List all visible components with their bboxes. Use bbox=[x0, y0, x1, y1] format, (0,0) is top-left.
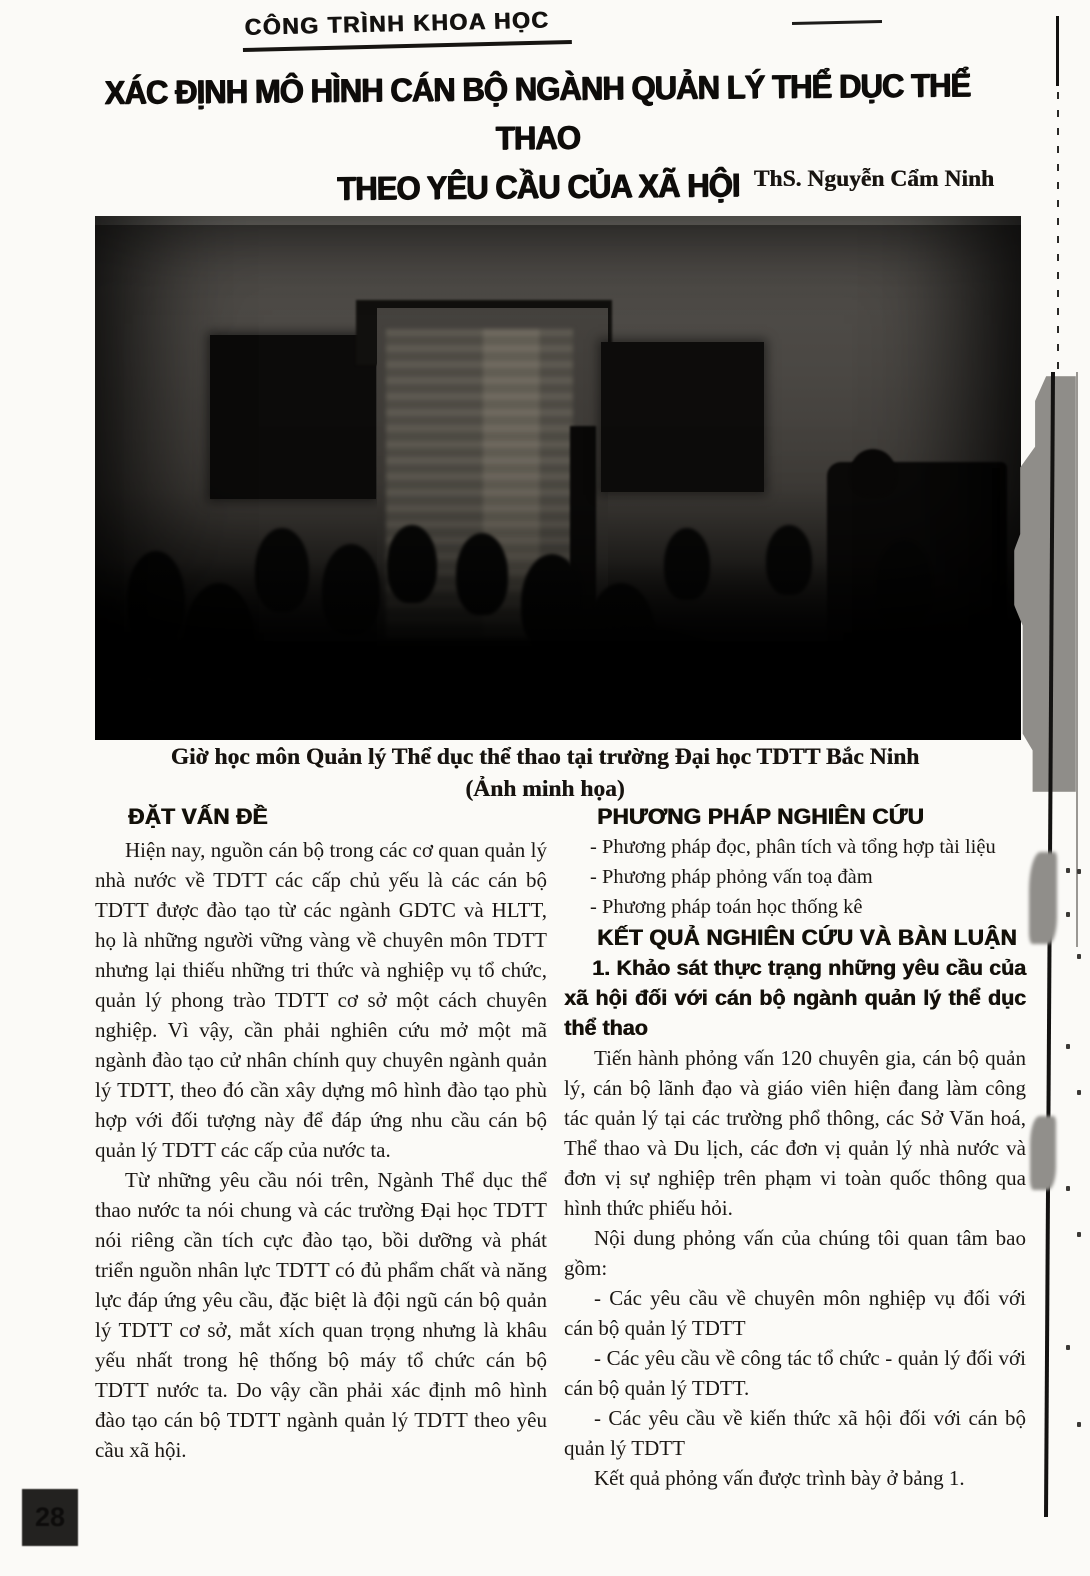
article-title-line1: XÁC ĐỊNH MÔ HÌNH CÁN BỘ NGÀNH QUẢN LÝ THỂ DỤC THỂ THAO bbox=[104, 66, 970, 157]
scan-artifact-dot bbox=[1077, 1090, 1081, 1095]
list-item: - Các yêu cầu về kiến thức xã hội đối với cán bộ quản lý TDTT bbox=[564, 1406, 1026, 1460]
scan-artifact-dot bbox=[1077, 869, 1081, 874]
page-number-box bbox=[22, 1489, 78, 1546]
scan-artifact-blob bbox=[1029, 852, 1057, 944]
classroom-photo bbox=[95, 216, 1021, 740]
left-column bbox=[95, 801, 547, 1465]
right-column bbox=[564, 801, 1026, 1493]
scan-artifact-dot bbox=[1066, 868, 1070, 873]
article-author: ThS. Nguyễn Cẩm Ninh bbox=[753, 166, 994, 192]
list-item: - Các yêu cầu về công tác tổ chức - quản lý đối với cán bộ quản lý TDTT. bbox=[564, 1346, 1026, 1400]
section-label: CÔNG TRÌNH KHOA HỌC bbox=[242, 6, 572, 52]
header-rule bbox=[792, 20, 882, 25]
scan-artifact-edge-line bbox=[1056, 16, 1059, 86]
scan-artifact-edge-line bbox=[1057, 92, 1059, 372]
page-number: 28 bbox=[34, 1502, 66, 1532]
heading-dat-van-de: ĐẶT VẤN ĐỀ bbox=[128, 804, 268, 829]
list-item: - Các yêu cầu về chuyên môn nghiệp vụ đối với cán bộ quản lý TDTT bbox=[564, 1286, 1026, 1340]
figure-caption-line2: (Ảnh minh họa) bbox=[465, 776, 625, 802]
scan-artifact-grey-strip bbox=[1014, 376, 1076, 792]
scan-artifact-edge-line bbox=[1076, 372, 1078, 947]
paragraph: Nội dung phỏng vấn của chúng tôi quan tâm bao gồm: bbox=[564, 1226, 1026, 1280]
paragraph: Kết quả phỏng vấn được trình bày ở bảng 1. bbox=[594, 1466, 965, 1490]
scan-artifact-dot bbox=[1066, 912, 1070, 917]
scan-artifact-dot bbox=[1077, 954, 1081, 959]
paragraph: Tiến hành phỏng vấn 120 chuyên gia, cán bộ quản lý, cán bộ lãnh đạo và giáo viên hiện đang làm công tác quản lý tại các trường phổ thông, các Sở Văn hoá, Thể thao và Du lịch, các đơn vị quản lý nhà nước và đơn vị sự nghiệp trên phạm vi toàn quốc thông qua hình thức phiếu hỏi. bbox=[564, 1046, 1026, 1220]
photo-vignette bbox=[95, 216, 1021, 740]
method-item: - Phương pháp đọc, phân tích và tổng hợp tài liệu bbox=[590, 836, 996, 858]
article-title-line2: THEO YÊU CẦU CỦA XÃ HỘI bbox=[336, 166, 740, 207]
scan-artifact-dot bbox=[1066, 1345, 1070, 1350]
scan-artifact-dot bbox=[1077, 1422, 1081, 1427]
scan-artifact-dot bbox=[1077, 1232, 1081, 1237]
heading-ket-qua-nghien-cuu: KẾT QUẢ NGHIÊN CỨU VÀ BÀN LUẬN bbox=[597, 925, 1017, 950]
paragraph: Hiện nay, nguồn cán bộ trong các cơ quan quản lý nhà nước về TDTT các cấp chủ yếu là các cán bộ TDTT được đào tạo từ các ngành GDTC và HLTT, họ là những người vững vàng về chuyên môn TDTT nhưng lại thiếu những tri thức và nghiệp vụ tổ chức, quản lý phong trào TDTT cơ sở một cách chuyên nghiệp. Vì vậy, cần phải nghiên cứu mở một mã ngành đào tạo cử nhân chính quy chuyên ngành quản lý TDTT, theo đó cần xây dựng mô hình đào tạo phù hợp với đối tượng này để đáp ứng nhu cầu cán bộ quản lý TDTT các cấp của nước ta. bbox=[95, 838, 547, 1162]
paragraph: Từ những yêu cầu nói trên, Ngành Thể dục thể thao nước ta nói chung và các trường Đại học TDTT nói riêng cần tích cực đào tạo, bồi dưỡng và phát triển nguồn nhân lực TDTT có đủ phẩm chất và năng lực đáp ứng yêu cầu, đặc biệt là đội ngũ cán bộ quản lý TDTT cơ sở, mắt xích quan trọng nhưng là khâu yếu nhất trong hệ thống bộ máy tổ chức cán bộ TDTT nước ta. Do vậy cần phải xác định mô hình đào tạo cán bộ TDTT ngành quản lý TDTT theo yêu cầu xã hội. bbox=[95, 1168, 547, 1462]
scan-artifact-blob bbox=[1030, 1116, 1056, 1190]
subsection-heading: 1. Khảo sát thực trạng những yêu cầu của xã hội đối với cán bộ ngành quản lý thể dục thể thao bbox=[564, 956, 1026, 1040]
method-item: - Phương pháp toán học thống kê bbox=[590, 896, 863, 918]
method-item: - Phương pháp phỏng vấn toạ đàm bbox=[590, 866, 873, 888]
figure-caption-line1: Giờ học môn Quản lý Thể dục thể thao tại trường Đại học TDTT Bắc Ninh bbox=[170, 744, 920, 770]
scan-artifact-dot bbox=[1066, 1186, 1070, 1191]
heading-phuong-phap-nghien-cuu: PHƯƠNG PHÁP NGHIÊN CỨU bbox=[597, 804, 924, 829]
scan-artifact-dot bbox=[1066, 1044, 1070, 1049]
